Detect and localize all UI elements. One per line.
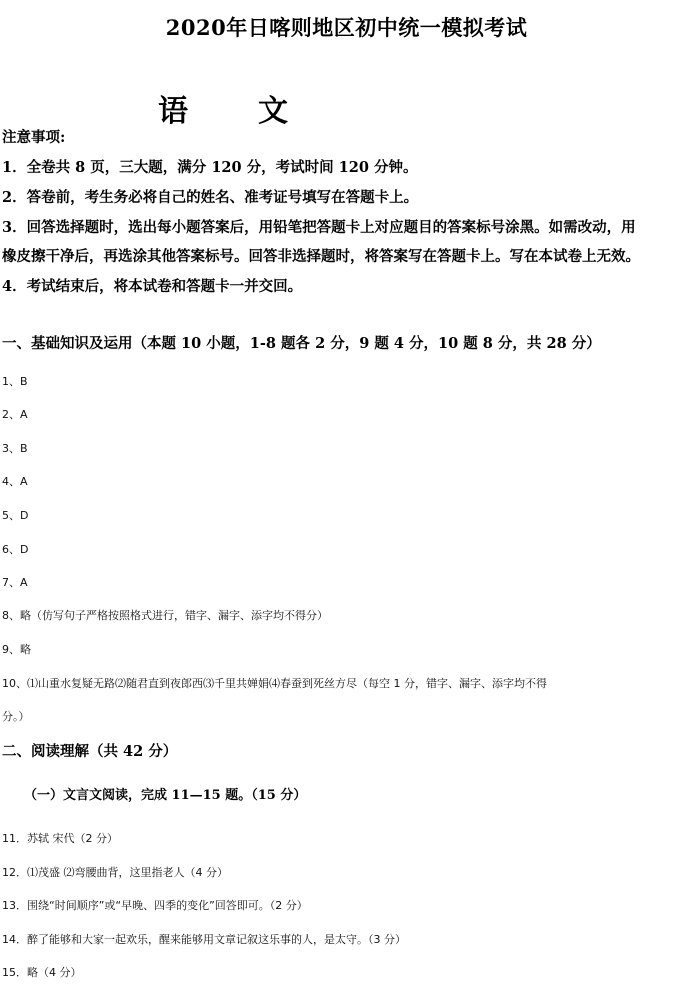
answer-line: 5、D — [2, 509, 29, 522]
notice-item-2: 2．答卷前，考生务必将自己的姓名、准考证号填写在答题卡上。 — [2, 189, 419, 206]
notice-item-4: 4．考试结束后，将本试卷和答题卡一并交回。 — [2, 278, 303, 295]
exam-title: 2020年日喀则地区初中统一模拟考试 — [165, 15, 528, 40]
notice-item-3: 3．回答选择题时，选出每小题答案后，用铅笔把答题卡上对应题目的答案标号涂黑。如需改动，用 — [2, 219, 636, 236]
answer-line-cont: 分。） — [2, 710, 30, 723]
answer-line: 2、A — [2, 408, 28, 421]
notice-heading: 注意事项: — [2, 129, 66, 146]
answer-line: 15．略（4 分） — [2, 966, 82, 979]
subject-char-1: 语 — [158, 94, 188, 129]
answer-line: 10、⑴山重水复疑无路⑵随君直到夜郎西⑶千里共婵娟⑷春蚕到死丝方尽（每空 1 分，错字、漏字、添字均不得 — [2, 677, 547, 690]
answer-line: 12．⑴茂盛 ⑵弯腰曲背，这里指老人（4 分） — [2, 866, 228, 879]
section-2-heading: 二、阅读理解（共 42 分） — [2, 743, 178, 760]
section-1-heading: 一、基础知识及运用（本题 10 小题，1-8 题各 2 分，9 题 4 分，10 题 8 分，共 28 分） — [2, 335, 601, 352]
notice-item-1: 1．全卷共 8 页，三大题，满分 120 分，考试时间 120 分钟。 — [2, 159, 418, 176]
answer-line: 9、略 — [2, 643, 31, 656]
answer-line: 7、A — [2, 576, 28, 589]
section-2-sub-heading: （一）文言文阅读，完成 11—15 题。（15 分） — [24, 788, 307, 803]
subject-char-2: 文 — [258, 94, 288, 129]
answer-line: 14．醉了能够和大家一起欢乐，醒来能够用文章记叙这乐事的人，是太守。（3 分） — [2, 933, 406, 946]
answer-line: 11．苏轼 宋代（2 分） — [2, 832, 118, 845]
answer-line: 1、B — [2, 375, 28, 388]
answer-line: 3、B — [2, 442, 28, 455]
notice-item-3-cont: 橡皮擦干净后，再选涂其他答案标号。回答非选择题时，将答案写在答题卡上。写在本试卷上无效。 — [2, 248, 640, 265]
answer-line: 6、D — [2, 543, 29, 556]
answer-line: 4、A — [2, 475, 28, 488]
answer-line: 8、略（仿写句子严格按照格式进行，错字、漏字、添字均不得分） — [2, 609, 328, 622]
answer-line: 13．围绕“时间顺序”或“早晚、四季的变化”回答即可。（2 分） — [2, 899, 308, 912]
